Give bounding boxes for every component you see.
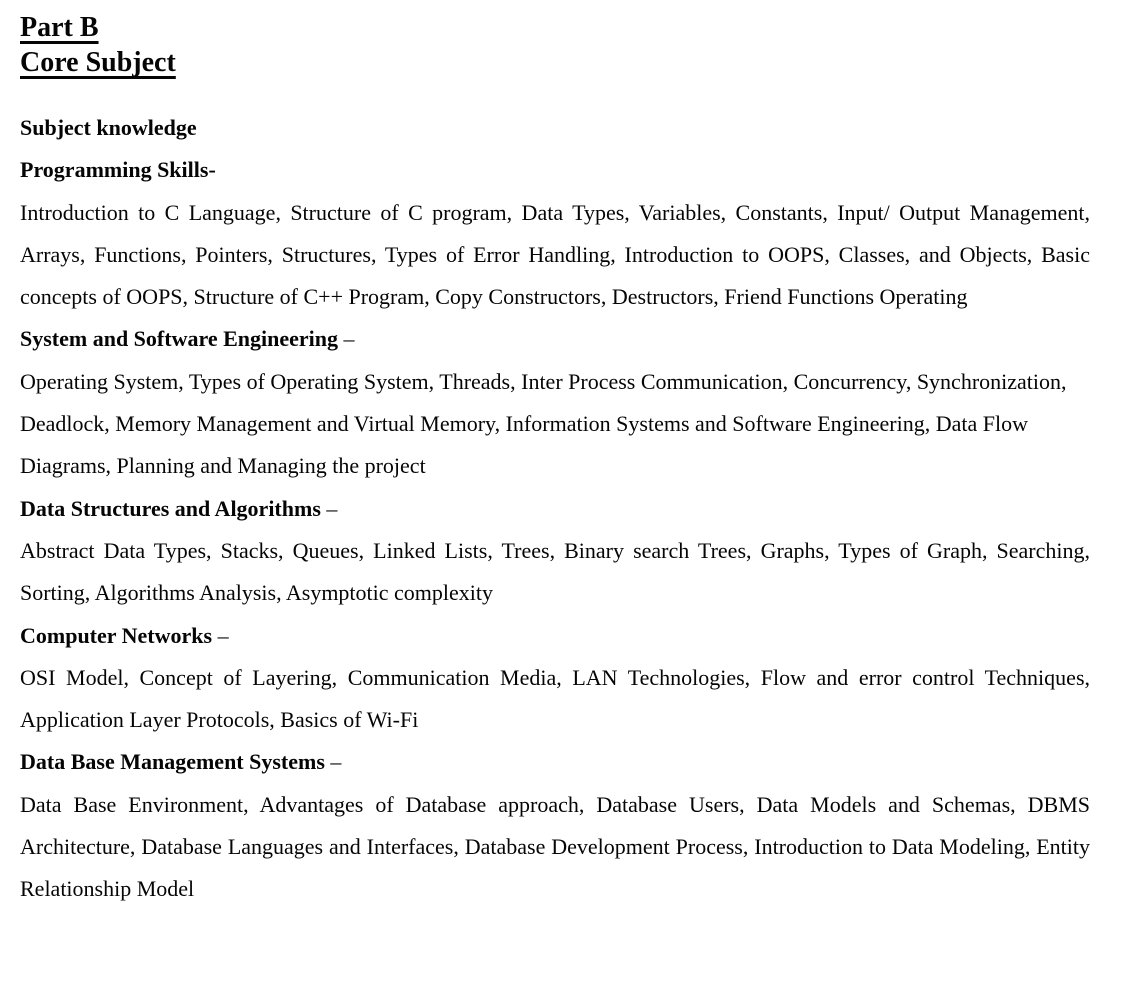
title-row-core-subject — [20, 45, 1090, 80]
section-heading — [20, 741, 1090, 783]
section-heading-text: Data Base Management Systems — [20, 749, 325, 775]
title-core-subject: Core Subject — [20, 47, 176, 78]
section-subject-knowledge — [20, 107, 1090, 149]
section-heading — [20, 488, 1090, 530]
section-data-structures-algorithms — [20, 488, 1090, 615]
section-heading-dash: – — [324, 749, 342, 775]
section-body-text: OSI Model, Concept of Layering, Communication Media, LAN Technologies, Flow and error control Techniques, Application Layer Protocols, Basics of Wi-Fi — [20, 664, 1090, 733]
section-heading-dash: – — [212, 622, 229, 648]
section-body-text: Introduction to C Language, Structure of C program, Data Types, Variables, Constants, Input/ Output Management, Arrays, Functions, Pointers, Structures, Types of Error Handling, Introduction to OOPS, Classes, and Objects, Basic concepts of OOPS, Structure of C++ Program, Copy Constructors, Destructors, Friend Functions Operating — [20, 199, 1090, 310]
section-heading — [20, 318, 1090, 360]
title-part-b: Part B — [20, 12, 99, 43]
section-heading — [20, 149, 1090, 191]
section-body-text: Abstract Data Types, Stacks, Queues, Linked Lists, Trees, Binary search Trees, Graphs, Types of Graph, Searching, Sorting, Algorithms Analysis, Asymptotic complexity — [20, 537, 1090, 606]
section-heading-text: Programming Skills- — [20, 157, 216, 183]
section-heading-text: Computer Networks — [20, 622, 213, 648]
section-programming-skills — [20, 149, 1090, 318]
title-row-part-b — [20, 10, 1090, 45]
section-heading-dash: – — [338, 326, 355, 352]
section-heading-dash: – — [320, 495, 338, 521]
section-system-software-engineering — [20, 318, 1090, 487]
section-heading-text: Data Structures and Algorithms — [20, 495, 321, 521]
section-heading — [20, 107, 1090, 149]
document-body — [20, 107, 1090, 911]
section-computer-networks — [20, 615, 1090, 742]
section-database-management-systems — [20, 741, 1090, 910]
section-heading-text: System and Software Engineering — [20, 326, 338, 352]
section-body-text: Data Base Environment, Advantages of Database approach, Database Users, Data Models and Schemas, DBMS Architecture, Database Languages and Interfaces, Database Development Process, Introduction to Data Modeling, Entity Relationship Model — [20, 791, 1090, 902]
section-body-text: Operating System, Types of Operating System, Threads, Inter Process Communication, Concurrency, Synchronization, Deadlock, Memory Management and Virtual Memory, Information Systems and Software Engineering, Data Flow Diagrams, Planning and Managing the project — [20, 368, 1067, 479]
section-heading — [20, 615, 1090, 657]
section-heading-text: Subject knowledge — [20, 115, 197, 140]
document-title — [20, 10, 1090, 80]
